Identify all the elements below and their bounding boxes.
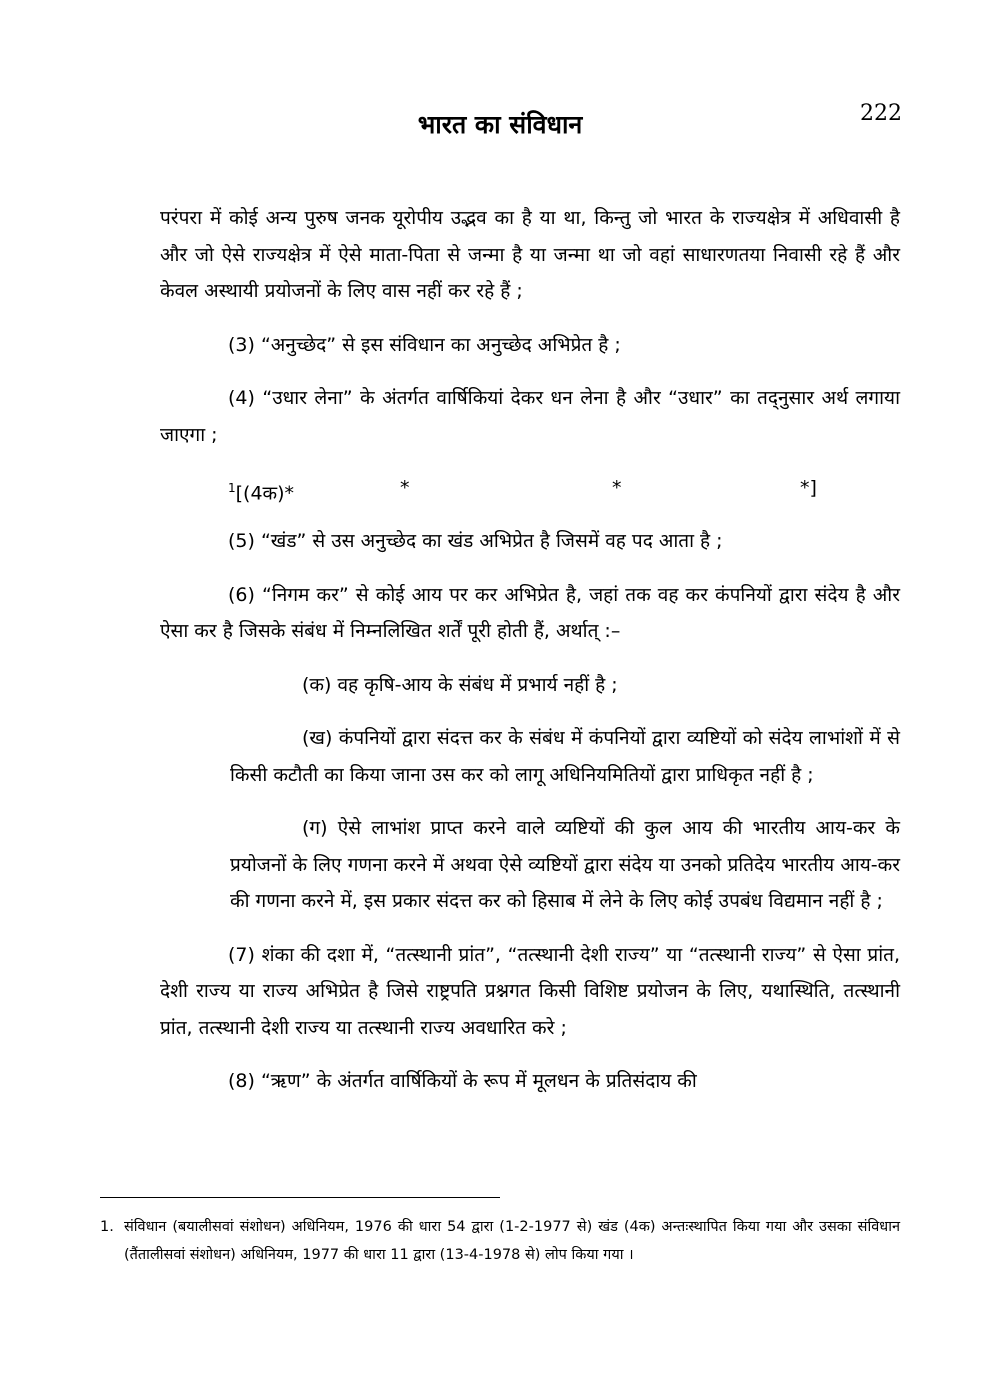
clause-4a-omitted bbox=[160, 470, 900, 506]
footnote bbox=[100, 1213, 900, 1269]
clause-6-ga: (ग) ऐसे लाभांश प्राप्त करने वाले व्यष्टियों की कुल आय की भारतीय आय-कर के प्रयोजनों के लिए गणना करने में अथवा ऐसे व्यष्टियों द्वारा संदेय या उनको प्रतिदेय भारतीय आय-कर की गणना करने में, इस प्रकार संदत्त कर को हिसाब में लेने के लिए कोई उपबंध विद्यमान नहीं है ; bbox=[230, 817, 900, 912]
clause-6-ka: (क) वह कृषि-आय के संबंध में प्रभार्य नहीं है ; bbox=[302, 673, 618, 696]
footnote-text: संविधान (बयालीसवां संशोधन) अधिनियम, 1976 की धारा 54 द्वारा (1-2-1977 से) खंड (4क) अन्तःस्थापित किया गया और उसका संविधान (तैंतालीसवां संशोधन) अधिनियम, 1977 की धारा 11 द्वारा (13-4-1978 से) लोप किया गया । bbox=[124, 1219, 900, 1263]
clause-6-kha: (ख) कंपनियों द्वारा संदत्त कर के संबंध में कंपनियों द्वारा व्यष्टियों को संदेय लाभांशों में से किसी कटौती का किया जाना उस कर को लागू अधिनियमितियों द्वारा प्राधिकृत नहीं है ; bbox=[230, 727, 900, 786]
main-content bbox=[160, 200, 900, 1117]
clause-4: (4) “उधार लेना” के अंतर्गत वार्षिकियां देकर धन लेना है और “उधार” का तद्नुसार अर्थ लगाया जाएगा ; bbox=[160, 387, 900, 446]
footnote-marker: 1 bbox=[228, 481, 236, 495]
footnote-number: 1. bbox=[100, 1219, 114, 1235]
omission-asterisk: * bbox=[612, 477, 622, 499]
page-title: भारत का संविधान bbox=[417, 110, 583, 139]
clause-7: (7) शंका की दशा में, “तत्स्थानी प्रांत”, “तत्स्थानी देशी राज्य” या “तत्स्थानी राज्य” से ऐसा प्रांत, देशी राज्य या राज्य अभिप्रेत है जिसे राष्ट्रपति प्रश्नगत किसी विशिष्ट प्रयोजन के लिए, यथास्थिति, तत्स्थानी प्रांत, तत्स्थानी देशी राज्य या तत्स्थानी राज्य अवधारित करे ; bbox=[160, 943, 900, 1039]
page-number: 222 bbox=[860, 101, 902, 126]
clause-6: (6) “निगम कर” से कोई आय पर कर अभिप्रेत है, जहां तक वह कर कंपनियों द्वारा संदेय है और ऐसा कर है जिसके संबंध में निम्नलिखित शर्तें पूरी होती हैं, अर्थात् :– bbox=[160, 583, 900, 642]
omission-asterisk: * bbox=[400, 477, 410, 499]
omission-asterisk: *] bbox=[800, 477, 817, 499]
clause-8: (8) “ऋण” के अंतर्गत वार्षिकियों के रूप में मूलधन के प्रतिसंदाय की bbox=[228, 1070, 697, 1092]
clause-3: (3) “अनुच्छेद” से इस संविधान का अनुच्छेद अभिप्रेत है ; bbox=[228, 333, 621, 356]
clause-4a-label: [(4क)* bbox=[235, 482, 295, 505]
footnote-divider bbox=[100, 1197, 500, 1198]
paragraph-intro: परंपरा में कोई अन्य पुरुष जनक यूरोपीय उद्भव का है या था, किन्तु जो भारत के राज्यक्षेत्र में अधिवासी है और जो ऐसे राज्यक्षेत्र में ऐसे माता-पिता से जन्मा है या जन्मा था जो वहां साधारणतया निवासी रहे हैं और केवल अस्थायी प्रयोजनों के लिए वास नहीं कर रहे हैं ; bbox=[160, 207, 900, 302]
clause-5: (5) “खंड” से उस अनुच्छेद का खंड अभिप्रेत है जिसमें वह पद आता है ; bbox=[228, 530, 723, 552]
